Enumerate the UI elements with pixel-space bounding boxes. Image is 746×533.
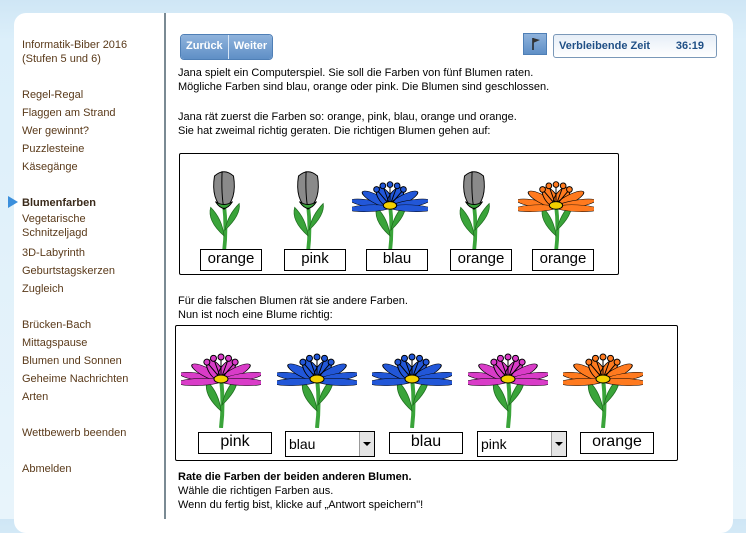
sidebar-item-bruecken-bach[interactable]: Brücken-Bach <box>22 319 92 331</box>
sidebar-item-arten[interactable]: Arten <box>22 391 49 403</box>
end-contest-link[interactable]: Wettbewerb beenden <box>22 427 127 439</box>
task-text-6: Nun ist noch eine Blume richtig: <box>178 309 333 321</box>
sidebar-item-regel-regal[interactable]: Regel-Regal <box>22 89 84 101</box>
sidebar-title-line: (Stufen 5 und 6) <box>22 53 101 65</box>
blue-flower-icon <box>277 328 357 433</box>
task-group-3 <box>22 316 128 406</box>
selected-value: pink <box>481 436 507 452</box>
timer-value: 36:19 <box>675 40 704 52</box>
pink-flower-icon <box>468 328 548 433</box>
question-text: Rate die Farben der beiden anderen Blumen. <box>178 471 412 483</box>
flower-color-select[interactable] <box>285 431 375 457</box>
sidebar-item-geburtstagskerzen[interactable]: Geburtstagskerzen <box>22 265 115 277</box>
flower-label: orange <box>450 249 512 271</box>
sidebar-item-kaesegaenge[interactable]: Käsegänge <box>22 161 78 173</box>
task-text-4: Sie hat zweimal richtig geraten. Die richtigen Blumen gehen auf: <box>178 125 491 137</box>
pink-flower-icon <box>181 328 261 433</box>
flag-icon <box>524 34 546 54</box>
logout-link[interactable]: Abmelden <box>22 463 72 475</box>
flower-color-select[interactable] <box>477 431 567 457</box>
timer-label: Verbleibende Zeit <box>559 40 651 52</box>
sidebar-item-vegetarische[interactable]: Vegetarische <box>22 213 86 225</box>
next-button[interactable]: Weiter <box>228 35 272 59</box>
sidebar-item-3d-labyrinth[interactable]: 3D-Labyrinth <box>22 247 85 259</box>
blue-flower-icon <box>372 328 452 433</box>
sidebar-item-flaggen[interactable]: Flaggen am Strand <box>22 107 116 119</box>
orange-flower-icon <box>518 157 594 257</box>
flower-label: blau <box>366 249 428 271</box>
flag-button[interactable] <box>523 33 547 55</box>
current-task-arrow-icon <box>8 196 18 208</box>
sidebar-item-puzzlesteine[interactable]: Puzzlesteine <box>22 143 85 155</box>
task-text-3: Jana rät zuerst die Farben so: orange, pink, blau, orange und orange. <box>178 111 517 123</box>
task-text-5: Für die falschen Blumen rät sie andere Farben. <box>178 295 408 307</box>
selected-value: blau <box>289 436 316 452</box>
closed-flower-icon <box>270 157 346 257</box>
sidebar-item-blumenfarben[interactable]: Blumenfarben <box>22 197 96 209</box>
dropdown-arrow-icon[interactable] <box>551 432 566 456</box>
task-group-2 <box>22 194 115 298</box>
sidebar-title <box>22 38 127 66</box>
save-instruction-text: Wenn du fertig bist, klicke auf „Antwort speichern"! <box>178 499 424 511</box>
sidebar-item-schnitzeljagd[interactable]: Schnitzeljagd <box>22 227 88 239</box>
flower-label: pink <box>284 249 346 271</box>
flower-label: orange <box>580 432 654 454</box>
task-text-1: Jana spielt ein Computerspiel. Sie soll die Farben von fünf Blumen raten. <box>178 67 534 79</box>
dropdown-arrow-icon[interactable] <box>359 432 374 456</box>
sidebar-item-zugleich[interactable]: Zugleich <box>22 283 64 295</box>
sidebar-item-geheime-nachrichten[interactable]: Geheime Nachrichten <box>22 373 129 385</box>
task-group-1 <box>22 86 116 176</box>
closed-flower-icon <box>436 157 512 257</box>
instruction-text: Wähle die richtigen Farben aus. <box>178 485 334 497</box>
flower-label: blau <box>389 432 463 454</box>
flower-label: orange <box>532 249 594 271</box>
flower-label: orange <box>200 249 262 271</box>
back-button[interactable]: Zurück <box>181 35 228 59</box>
sidebar-item-blumen-sonnen[interactable]: Blumen und Sonnen <box>22 355 122 367</box>
blue-flower-icon <box>352 157 428 257</box>
remaining-time <box>553 34 717 58</box>
closed-flower-icon <box>186 157 262 257</box>
sidebar-item-wer-gewinnt[interactable]: Wer gewinnt? <box>22 125 90 137</box>
nav-buttons <box>180 34 273 60</box>
flower-label: pink <box>198 432 272 454</box>
sidebar-title-line: Informatik-Biber 2016 <box>22 39 128 51</box>
sidebar-item-mittagspause[interactable]: Mittagspause <box>22 337 88 349</box>
task-text-2: Mögliche Farben sind blau, orange oder pink. Die Blumen sind geschlossen. <box>178 81 550 93</box>
orange-flower-icon <box>563 328 643 433</box>
